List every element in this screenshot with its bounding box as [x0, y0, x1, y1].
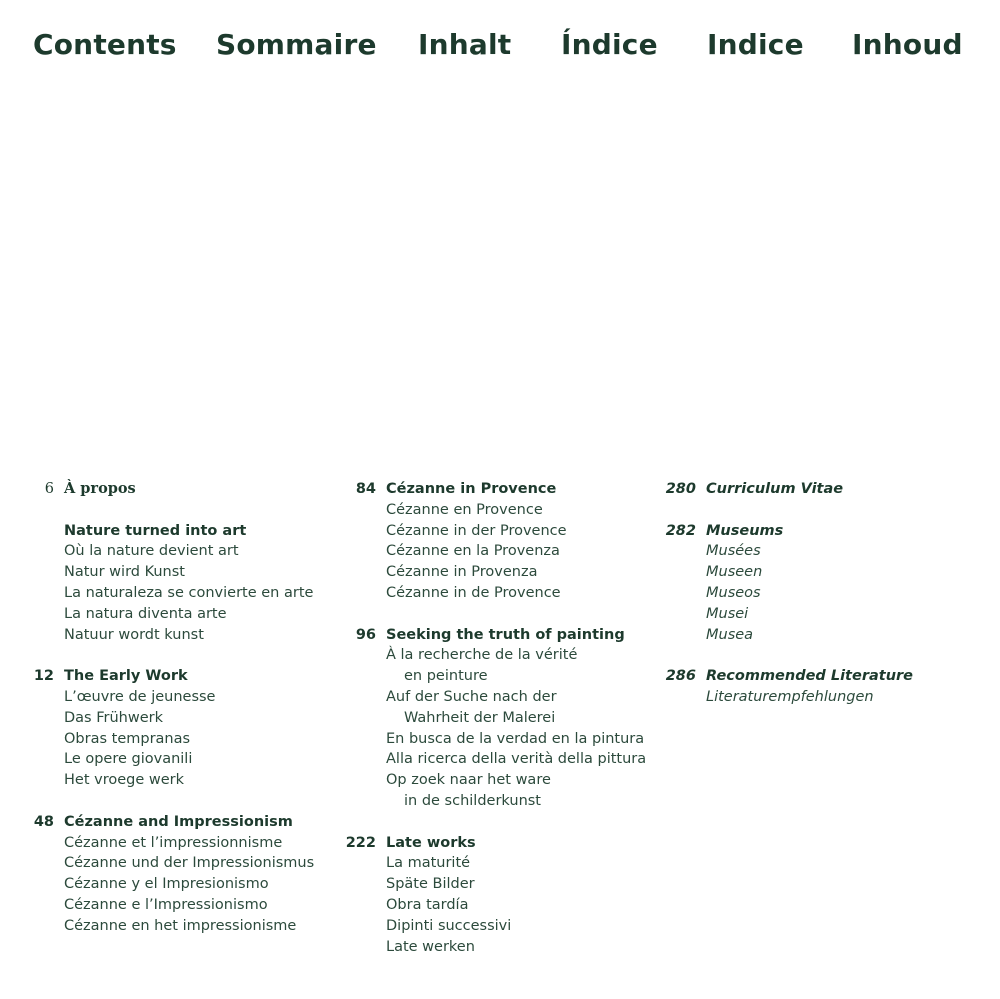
- entry-translation: Cézanne y el Impresionismo: [64, 876, 269, 893]
- page-number: 96: [355, 626, 376, 643]
- toc-column-1: [33, 479, 315, 957]
- entry-translation: Musei: [706, 605, 749, 622]
- entry-translation: Cézanne en la Provenza: [386, 543, 560, 560]
- entry-title: Nature turned into art: [64, 522, 247, 539]
- entry-translation: Das Frühwerk: [64, 709, 163, 726]
- entry-title: Recommended Literature: [706, 668, 914, 685]
- entry-translation: Cézanne in der Provence: [386, 522, 567, 539]
- entry-title: Museums: [706, 522, 784, 539]
- toc-entry-literature: [665, 666, 914, 708]
- toc-entry-late-works: [345, 833, 646, 958]
- heading-spanish: Índice: [561, 28, 658, 61]
- entry-title: Seeking the truth of painting: [386, 626, 625, 643]
- entry-translation: Obra tardía: [386, 896, 469, 913]
- heading-french: Sommaire: [216, 28, 377, 61]
- entry-translation: Alla ricerca della verità della pittura: [386, 751, 647, 768]
- toc-entry-a-propos: [44, 479, 314, 500]
- entry-translation: L’œuvre de jeunesse: [64, 688, 216, 705]
- page-number: 12: [33, 668, 54, 685]
- entry-translation: Dipinti successivi: [386, 917, 512, 934]
- entry-translation: Le opere giovanili: [64, 751, 193, 768]
- entry-translation: Cézanne e l’Impressionismo: [64, 896, 268, 913]
- entry-translation: Cézanne in Provenza: [386, 564, 538, 581]
- entry-translation-continued: en peinture: [404, 668, 488, 685]
- entry-translation: La natura diventa arte: [64, 605, 227, 622]
- entry-title: Cézanne and Impressionism: [64, 813, 293, 830]
- entry-translation: Musées: [706, 543, 761, 560]
- toc-entry-nature-art: [64, 521, 314, 646]
- toc-column-2: [345, 479, 647, 978]
- page-number: 222: [345, 834, 376, 851]
- entry-translation: La maturité: [386, 855, 471, 872]
- entry-translation: Cézanne in de Provence: [386, 584, 561, 601]
- heading-dutch: Inhoud: [852, 28, 963, 61]
- entry-translation: Cézanne en het impressionisme: [64, 917, 297, 934]
- entry-translation-continued: in de schilderkunst: [404, 792, 541, 809]
- entry-translation: À la recherche de la vérité: [386, 647, 578, 664]
- page-number: 6: [44, 481, 54, 497]
- entry-translation: Cézanne en Provence: [386, 501, 543, 518]
- entry-translation: Natur wird Kunst: [64, 564, 185, 581]
- entry-translation: Natuur wordt kunst: [64, 626, 204, 643]
- entry-title: The Early Work: [64, 668, 188, 685]
- entry-translation: Op zoek naar het ware: [386, 772, 551, 789]
- entry-translation: Obras tempranas: [64, 730, 191, 747]
- toc-entry-early-work: [33, 666, 314, 791]
- entry-translation: Late werken: [386, 938, 475, 955]
- page-number: 48: [33, 813, 54, 830]
- entry-translation: Musea: [706, 626, 754, 643]
- heading-german: Inhalt: [418, 28, 512, 61]
- page-number: 84: [355, 481, 376, 497]
- toc-entry-curriculum-vitae: [665, 479, 913, 500]
- toc-entry-provence: [355, 479, 646, 604]
- entry-title: Curriculum Vitae: [706, 481, 844, 497]
- entry-translation: Cézanne und der Impressionismus: [64, 855, 315, 872]
- toc-entry-truth-of-painting: [355, 625, 647, 812]
- entry-translation: Literaturempfehlungen: [706, 688, 874, 705]
- toc-entry-museums: [665, 521, 913, 646]
- page-number: 282: [665, 522, 696, 539]
- toc-column-3: [665, 479, 914, 729]
- entry-translation: La naturaleza se convierte en arte: [64, 584, 314, 601]
- heading-italian: Indice: [707, 28, 804, 61]
- entry-title: À propos: [64, 480, 136, 497]
- entry-translation: Museen: [706, 564, 763, 581]
- toc-entry-impressionism: [33, 812, 315, 937]
- entry-translation: Auf der Suche nach der: [386, 688, 557, 705]
- page-number: 286: [665, 668, 696, 685]
- entry-title: Late works: [386, 834, 476, 851]
- heading-english: Contents: [33, 28, 177, 61]
- entry-translation: Späte Bilder: [386, 876, 475, 893]
- language-headings: [0, 28, 1000, 72]
- entry-translation: En busca de la verdad en la pintura: [386, 730, 645, 747]
- entry-translation: Où la nature devient art: [64, 543, 239, 560]
- entry-translation: Museos: [706, 584, 761, 601]
- entry-translation-continued: Wahrheit der Malerei: [404, 709, 556, 726]
- entry-translation: Het vroege werk: [64, 772, 185, 789]
- entry-title: Cézanne in Provence: [386, 481, 557, 497]
- entry-translation: Cézanne et l’impressionnisme: [64, 834, 283, 851]
- page-number: 280: [665, 481, 696, 497]
